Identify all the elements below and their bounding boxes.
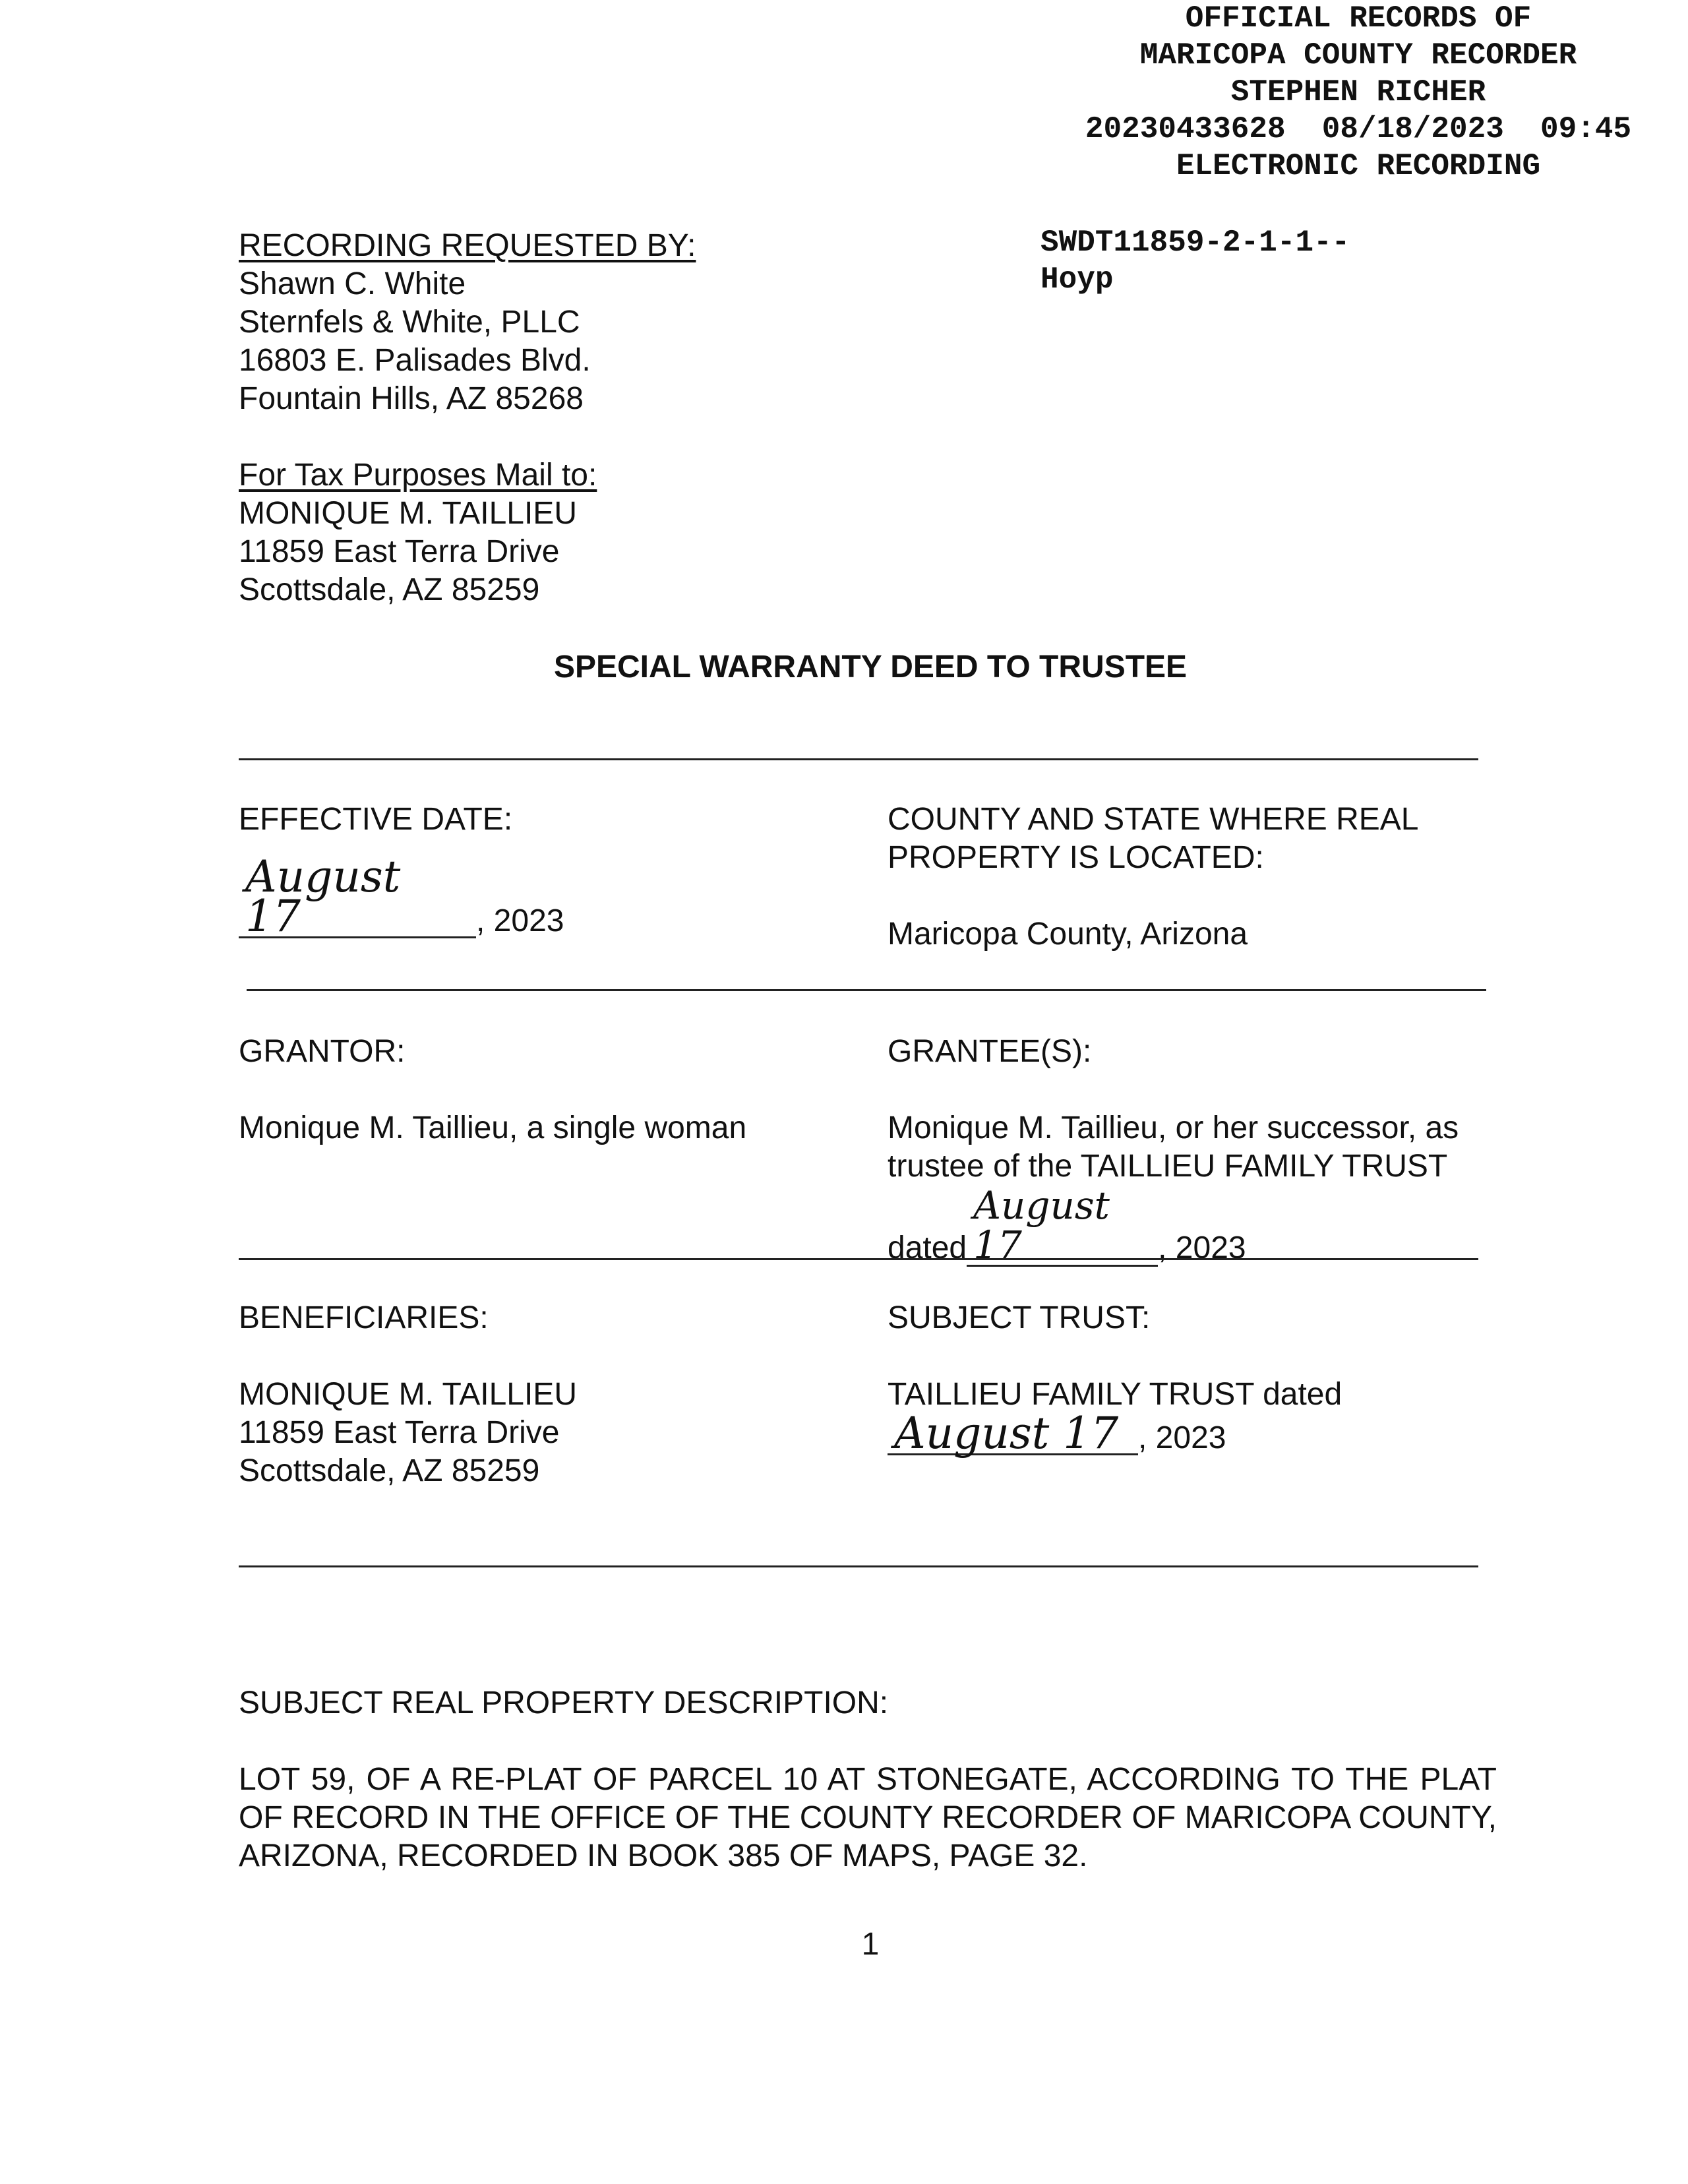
recorder-line-1: OFFICIAL RECORDS OF: [1185, 1, 1532, 36]
beneficiary-city: Scottsdale, AZ 85259: [239, 1453, 540, 1488]
grantor-value: Monique M. Taillieu, a single woman: [239, 1110, 747, 1145]
county-state-block: [888, 801, 1418, 954]
grantor-block: [239, 1033, 746, 1147]
divider-1: [239, 758, 1478, 760]
grantee-line-2: trustee of the TAILLIEU FAMILY TRUST: [888, 1149, 1448, 1184]
tax-mail-block: [239, 456, 597, 609]
grantee-label: GRANTEE(S):: [888, 1034, 1092, 1069]
grantee-date-year: , 2023: [1158, 1230, 1246, 1265]
subject-trust-line-1: TAILLIEU FAMILY TRUST dated: [888, 1377, 1342, 1412]
county-state-label-2: PROPERTY IS LOCATED:: [888, 840, 1264, 875]
tax-mail-street: 11859 East Terra Drive: [239, 534, 560, 569]
divider-3: [239, 1258, 1478, 1260]
subject-trust-block: [888, 1299, 1342, 1457]
subject-trust-label: SUBJECT TRUST:: [888, 1300, 1151, 1335]
property-description: LOT 59, OF A RE-PLAT OF PARCEL 10 AT STONEGATE, ACCORDING TO THE PLAT OF RECORD IN THE OFFICE OF THE COUNTY RECORDER OF MARICOPA COUNTY, ARIZONA, RECORDED IN BOOK 385 OF MAPS, PAGE 32.: [239, 1762, 1497, 1873]
recorder-line-3: STEPHEN RICHER: [1230, 75, 1486, 109]
divider-2: [247, 989, 1486, 991]
grantee-date-handwritten: August 17: [967, 1186, 1158, 1267]
tax-mail-heading: For Tax Purposes Mail to:: [239, 458, 597, 493]
document-code: SWDT11859-2-1-1--: [1040, 226, 1350, 260]
beneficiary-street: 11859 East Terra Drive: [239, 1415, 560, 1450]
recorder-stamp: [1029, 0, 1688, 185]
document-code-block: [1040, 224, 1350, 298]
requester-street: 16803 E. Palisades Blvd.: [239, 343, 591, 378]
subject-trust-date-year: , 2023: [1138, 1420, 1226, 1455]
subject-trust-date-handwritten: August 17: [888, 1414, 1138, 1455]
page-number: 1: [861, 1927, 880, 1962]
recorder-line-2: MARICOPA COUNTY RECORDER: [1139, 38, 1577, 73]
recording-number-date-time: 20230433628 08/18/2023 09:45: [1085, 112, 1632, 146]
recording-requested-block: [239, 227, 696, 418]
effective-date-handwritten: August 17: [239, 857, 476, 938]
recorder-line-5: ELECTRONIC RECORDING: [1176, 149, 1541, 183]
requester-name: Shawn C. White: [239, 266, 466, 301]
beneficiary-name: MONIQUE M. TAILLIEU: [239, 1377, 577, 1412]
grantee-line-1: Monique M. Taillieu, or her successor, as: [888, 1110, 1459, 1145]
requester-firm: Sternfels & White, PLLC: [239, 305, 580, 340]
effective-date-block: [239, 801, 564, 940]
county-state-label-1: COUNTY AND STATE WHERE REAL: [888, 802, 1419, 837]
grantor-label: GRANTOR:: [239, 1034, 406, 1069]
divider-4: [239, 1565, 1478, 1567]
effective-date-label: EFFECTIVE DATE:: [239, 802, 513, 837]
county-state-value: Maricopa County, Arizona: [888, 917, 1248, 952]
clerk-code: Hoyp: [1040, 262, 1114, 297]
recording-requested-heading: RECORDING REQUESTED BY:: [239, 228, 696, 263]
tax-mail-name: MONIQUE M. TAILLIEU: [239, 496, 577, 531]
property-label: SUBJECT REAL PROPERTY DESCRIPTION:: [239, 1685, 889, 1720]
requester-city: Fountain Hills, AZ 85268: [239, 381, 584, 416]
beneficiaries-block: [239, 1299, 577, 1490]
grantee-block: [888, 1033, 1459, 1267]
document-title: SPECIAL WARRANTY DEED TO TRUSTEE: [553, 650, 1188, 684]
beneficiaries-label: BENEFICIARIES:: [239, 1300, 489, 1335]
grantee-dated-prefix: dated: [888, 1230, 967, 1265]
tax-mail-city: Scottsdale, AZ 85259: [239, 572, 540, 607]
effective-date-year: , 2023: [476, 903, 564, 938]
